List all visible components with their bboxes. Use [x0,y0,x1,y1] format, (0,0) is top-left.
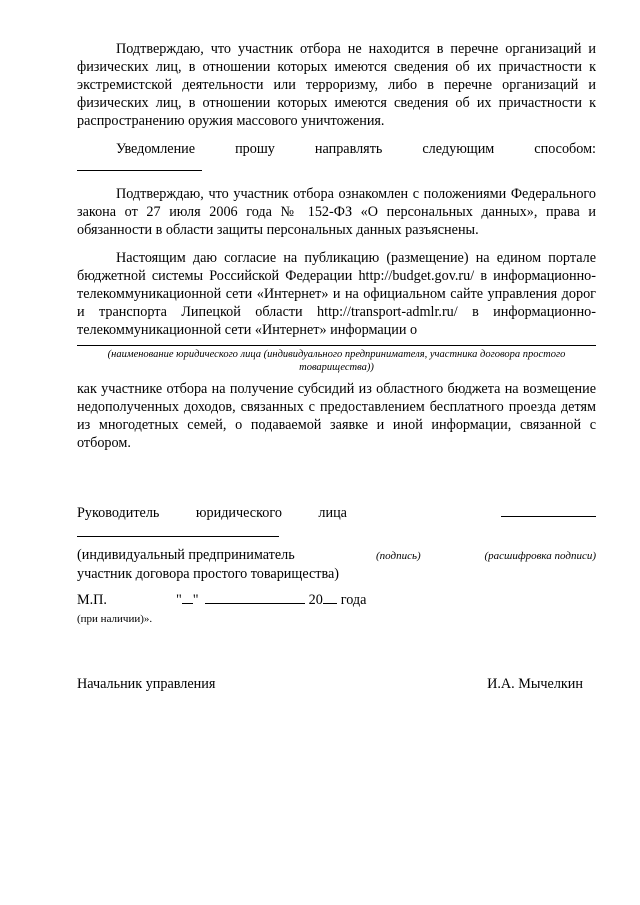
signature-caption: (подпись) [376,550,421,562]
footer-position: Начальник управления [77,676,216,692]
paragraph-notification-method: Уведомление прошу направлять следующим способом: [116,141,596,157]
paragraph-personal-data: Подтверждаю, что участник отбора ознакомлен с положениями Федерального закона от 27 июля 2006 года № 152-ФЗ «О персональных данных», права и обязанности в области защиты персональных данных разъяснены. [77,186,596,238]
footer-name: И.А. Мычелкин [487,676,583,692]
entity-name-blank [77,345,596,346]
footer-block [77,675,596,693]
date-month-blank [205,593,305,604]
leader-word-3: лица [318,505,347,521]
leader-line-participant: участник договора простого товарищества) [77,566,340,582]
leader-word-2: юридического [195,505,282,521]
date-year-suffix: года [340,592,367,608]
paragraph-publication-consent: Настоящим даю согласие на публикацию (размещение) на едином портале бюджетной системы Российской Федерации http://budget.gov.ru/ в информационно-телекоммуникационной сети «Интернет» и на официальном сайте управления дорог и транспорта Липецкой области http://transport-admlr.ru/ в информационно-телекоммуникационной сети «Интернет» информации о [77,250,596,338]
stamp-if-any: (при наличии)». [77,613,153,625]
leader-title [77,504,347,522]
document-body [77,40,596,452]
date-year-prefix: 20 [308,592,323,608]
date-open-quote: " [176,592,182,608]
signature-block [77,504,596,583]
date-year-blank [323,593,337,604]
date-day-blank [182,593,193,604]
stamp-mp: М.П. [77,592,107,608]
leader-word-1: Руководитель [77,505,160,521]
signature-decode-blank [501,504,596,517]
entity-name-caption: (наименование юридического лица (индивидуального предпринимателя, участника договора простого товарищества)) [107,349,566,373]
stamp-date-block [77,591,596,628]
date-close-quote: " [192,592,199,608]
signature-blank [77,526,279,537]
paragraph-participant-info: как участнике отбора на получение субсидий из областного бюджета на возмещение недополученных доходов, связанных с предоставлением бесплатного проезда детям из многодетных семей, о подаваемой заявке и иной информации, связанной с отбором. [77,381,596,451]
leader-line-entrepreneur: (индивидуальный предприниматель [77,547,295,563]
paragraph-no-extremism: Подтверждаю, что участник отбора не находится в перечне организаций и физических лиц, в отношении которых имеются сведения об их причастности к экстремистской деятельности или терроризму, либо в перечне организаций и физических лиц, в отношении которых имеются сведения об их причастности к распространению оружия массового уничтожения. [77,41,596,129]
notification-method-blank [77,158,202,171]
decode-caption: (расшифровка подписи) [484,550,596,562]
